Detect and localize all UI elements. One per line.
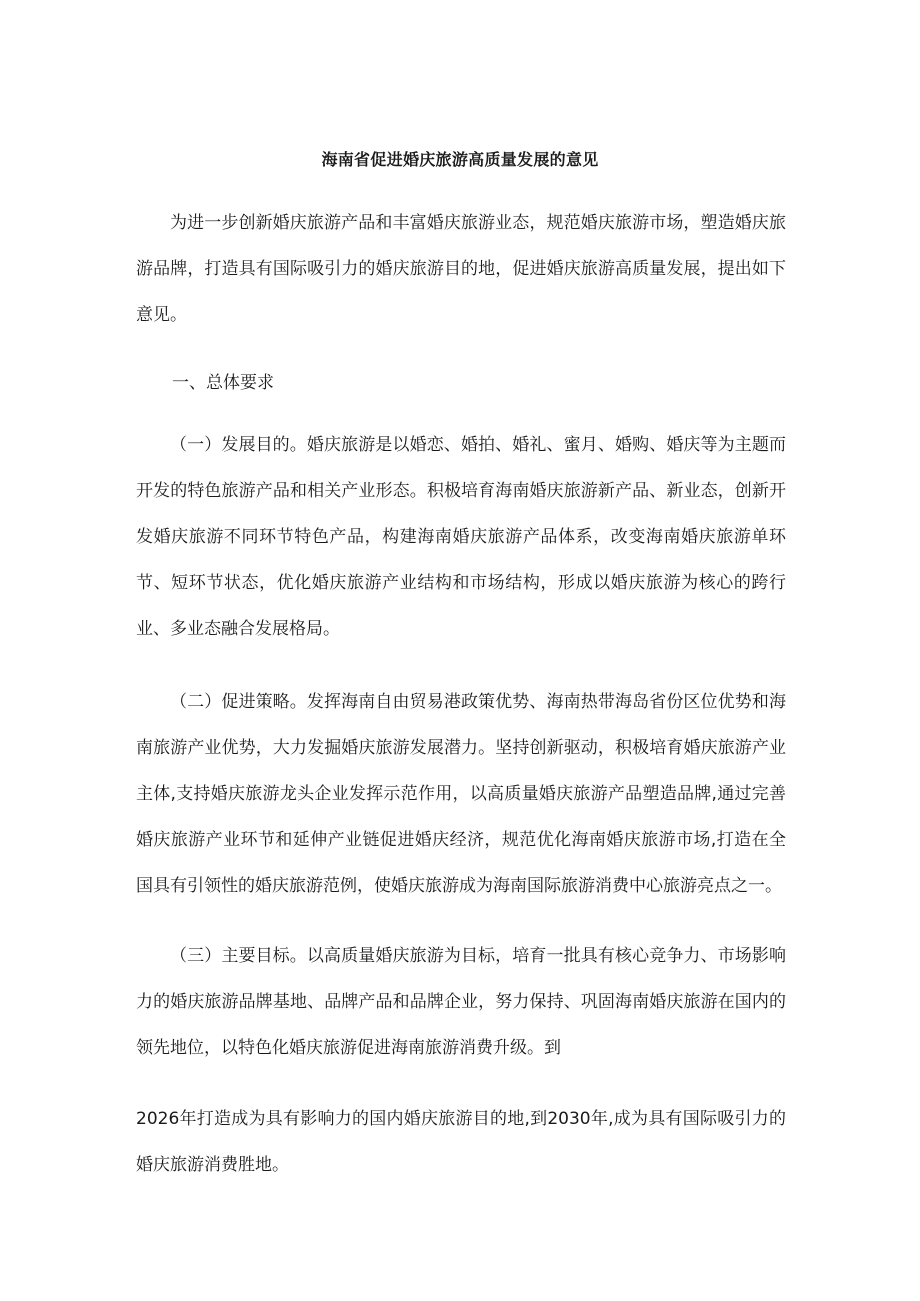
document-title: 海南省促进婚庆旅游高质量发展的意见 (321, 150, 599, 169)
paragraph-promotion-strategy: （二）促进策略。发挥海南自由贸易港政策优势、海南热带海岛省份区位优势和海南旅游产业优势，大力发掘婚庆旅游发展潜力。坚持创新驱动，积极培育婚庆旅游产业主体,支持婚庆旅游龙头企业发挥示范作用，以高质量婚庆旅游产品塑造品牌,通过完善婚庆旅游产业环节和延伸产业链促进婚庆经济，规范优化海南婚庆旅游市场,打造在全国具有引领性的婚庆旅游范例，使婚庆旅游成为海南国际旅游消费中心旅游亮点之一。 (136, 692, 786, 896)
section-heading: 一、总体要求 (172, 373, 274, 393)
paragraph-main-goals: （三）主要目标。以高质量婚庆旅游为目标，培育一批具有核心竞争力、市场影响力的婚庆旅游品牌基地、品牌产品和品牌企业，努力保持、巩固海南婚庆旅游在国内的领先地位，以特色化婚庆旅游促进海南旅游消费升级。到 (136, 946, 786, 1058)
paragraph-main-goals-continued: 2026年打造成为具有影响力的国内婚庆旅游目的地,到2030年,成为具有国际吸引力的婚庆旅游消费胜地。 (136, 1109, 786, 1175)
paragraph-development-purpose: （一）发展目的。婚庆旅游是以婚恋、婚拍、婚礼、蜜月、婚购、婚庆等为主题而开发的特色旅游产品和相关产业形态。积极培育海南婚庆旅游新产品、新业态，创新开发婚庆旅游不同环节特色产品，构建海南婚庆旅游产品体系，改变海南婚庆旅游单环节、短环节状态，优化婚庆旅游产业结构和市场结构，形成以婚庆旅游为核心的跨行业、多业态融合发展格局。 (136, 435, 786, 639)
intro-paragraph: 为进一步创新婚庆旅游产品和丰富婚庆旅游业态，规范婚庆旅游市场，塑造婚庆旅游品牌，打造具有国际吸引力的婚庆旅游目的地，促进婚庆旅游高质量发展，提出如下意见。 (136, 213, 786, 325)
